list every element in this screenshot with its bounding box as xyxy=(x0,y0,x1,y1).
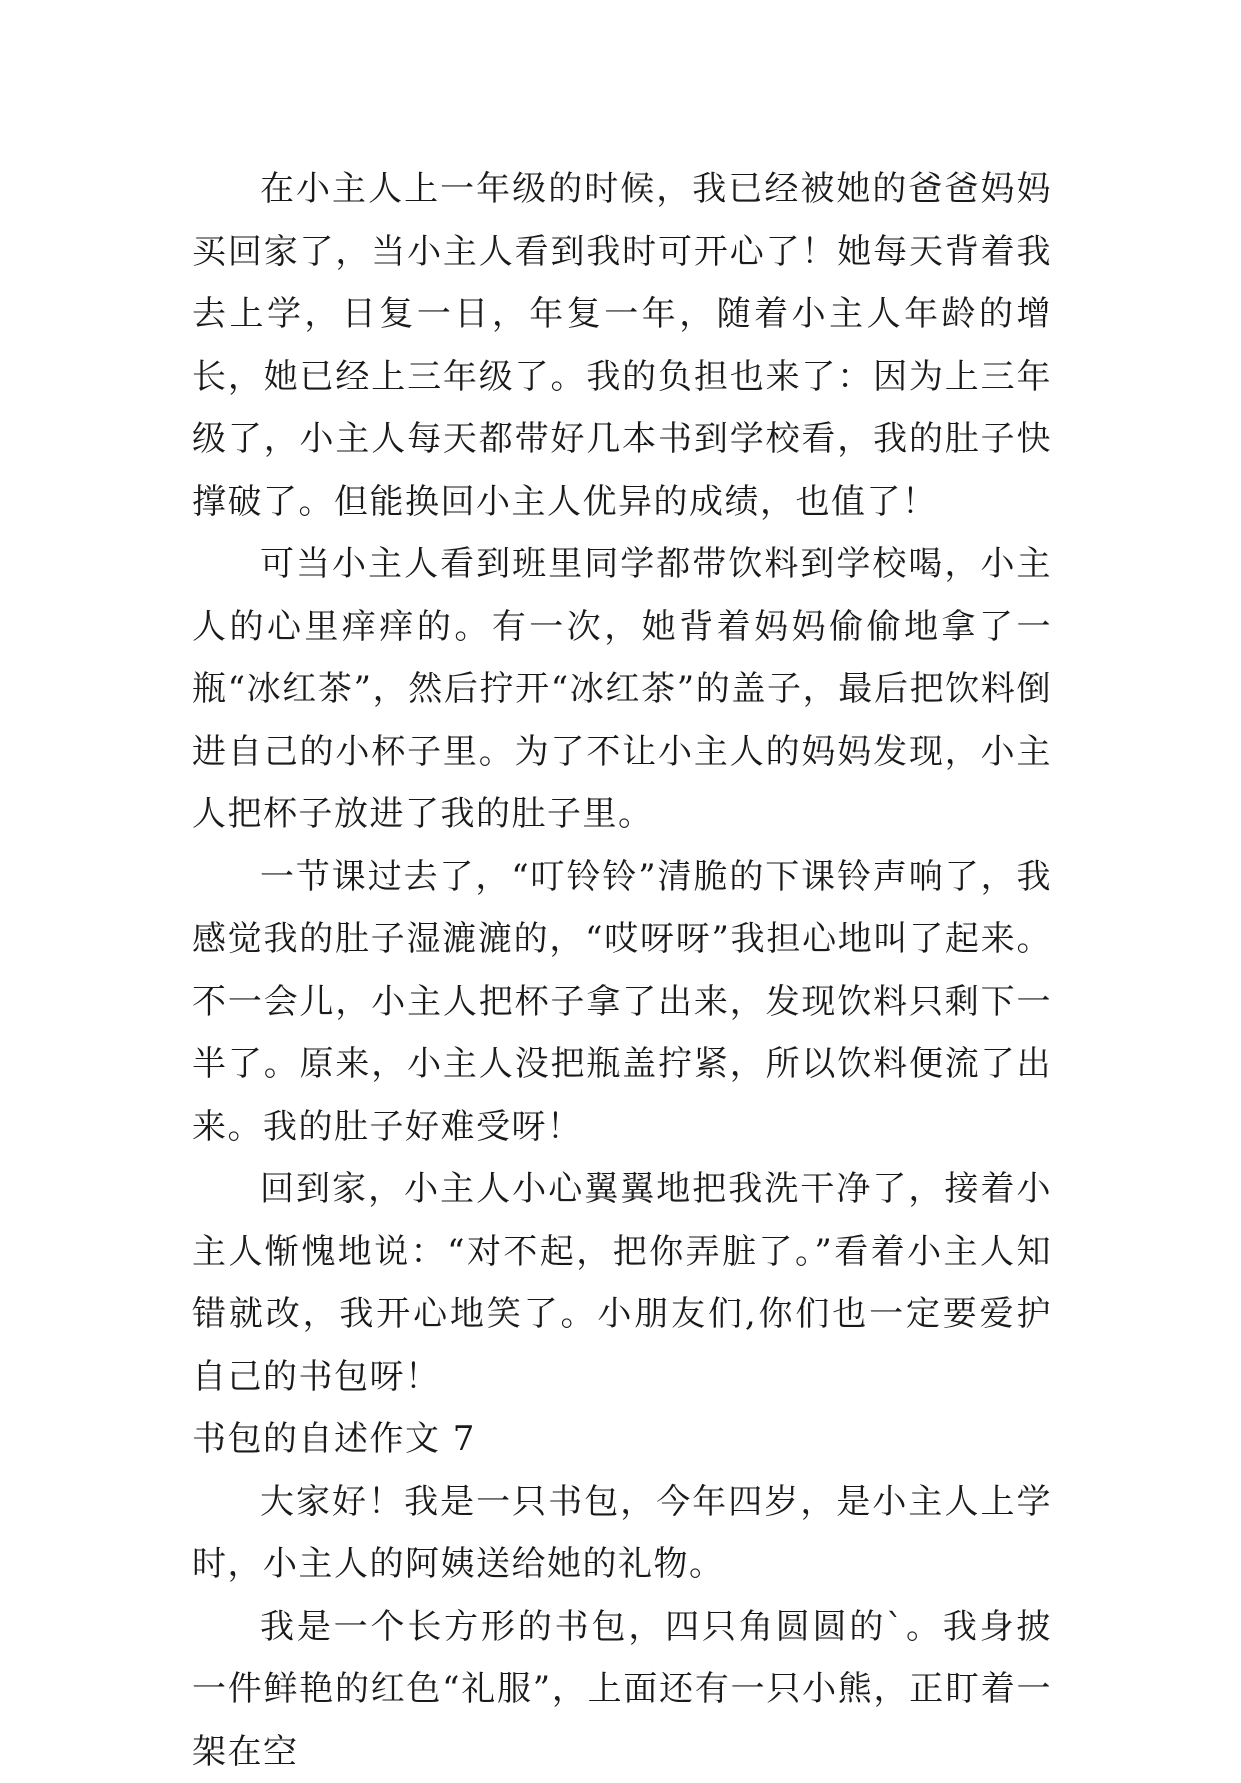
section-title: 书包的自述作文 7 xyxy=(192,1408,1052,1471)
section-paragraph-2: 我是一个长方形的书包，四只角圆圆的`。我身披一件鲜艳的红色“礼服”，上面还有一只小熊，正盯着一架在空 xyxy=(192,1596,1052,1783)
paragraph-1: 在小主人上一年级的时候，我已经被她的爸爸妈妈买回家了，当小主人看到我时可开心了！她每天背着我去上学，日复一日，年复一年，随着小主人年龄的增长，她已经上三年级了。我的负担也来了：因为上三年级了，小主人每天都带好几本书到学校看，我的肚子快撑破了。但能换回小主人优异的成绩，也值了！ xyxy=(192,158,1052,533)
paragraph-2: 可当小主人看到班里同学都带饮料到学校喝，小主人的心里痒痒的。有一次，她背着妈妈偷偷地拿了一瓶“冰红茶”，然后拧开“冰红茶”的盖子，最后把饮料倒进自己的小杯子里。为了不让小主人的妈妈发现，小主人把杯子放进了我的肚子里。 xyxy=(192,533,1052,846)
paragraph-4: 回到家，小主人小心翼翼地把我洗干净了，接着小主人惭愧地说：“对不起，把你弄脏了。”看着小主人知错就改，我开心地笑了。小朋友们,你们也一定要爱护自己的书包呀！ xyxy=(192,1158,1052,1408)
document-body xyxy=(192,158,1052,1783)
section-paragraph-1: 大家好！我是一只书包，今年四岁，是小主人上学时，小主人的阿姨送给她的礼物。 xyxy=(192,1471,1052,1596)
paragraph-3: 一节课过去了，“叮铃铃”清脆的下课铃声响了，我感觉我的肚子湿漉漉的，“哎呀呀”我担心地叫了起来。不一会儿，小主人把杯子拿了出来，发现饮料只剩下一半了。原来，小主人没把瓶盖拧紧，所以饮料便流了出来。我的肚子好难受呀！ xyxy=(192,846,1052,1159)
